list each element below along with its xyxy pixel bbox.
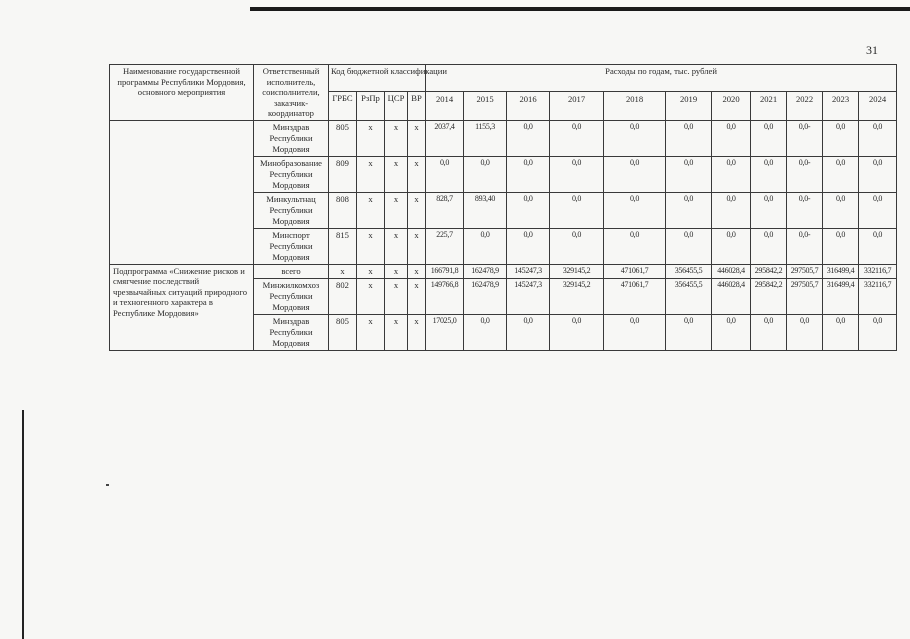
code-cell-rzpr: x [357, 120, 385, 156]
subprogram-name: Подпрограмма «Снижение рисков и смягчение последствий чрезвычайных ситуаций природного и техногенного характера в Республике Мордовия» [110, 264, 254, 350]
value-cell: 0,0- [787, 192, 823, 228]
header-code-0: ГРБС [329, 91, 357, 120]
header-code-2: ЦСР [385, 91, 408, 120]
header-year-1: 2015 [464, 91, 507, 120]
value-cell: 446028,4 [712, 278, 751, 314]
code-cell-vr: x [408, 314, 426, 350]
table-row [110, 264, 897, 278]
value-cell: 0,0 [666, 156, 712, 192]
value-cell: 295842,2 [751, 278, 787, 314]
value-cell: 0,0 [666, 120, 712, 156]
value-cell: 0,0 [712, 314, 751, 350]
header-year-3: 2017 [550, 91, 604, 120]
value-cell: 225,7 [426, 228, 464, 264]
code-cell-rzpr: x [357, 156, 385, 192]
code-cell-rzpr: x [357, 278, 385, 314]
header-year-9: 2023 [823, 91, 859, 120]
value-cell: 332116,7 [859, 278, 897, 314]
value-cell: 316499,4 [823, 264, 859, 278]
code-cell-rzpr: x [357, 228, 385, 264]
value-cell: 0,0 [464, 228, 507, 264]
code-cell-csr: x [385, 314, 408, 350]
value-cell: 0,0 [507, 192, 550, 228]
code-cell-csr: x [385, 156, 408, 192]
value-cell: 2037,4 [426, 120, 464, 156]
value-cell: 0,0 [666, 228, 712, 264]
code-cell-csr: x [385, 120, 408, 156]
value-cell: 0,0 [751, 314, 787, 350]
executor-cell: Минздрав Республики Мордовия [254, 314, 329, 350]
code-cell-csr: x [385, 264, 408, 278]
executor-cell: Минкультнац Республики Мордовия [254, 192, 329, 228]
value-cell: 0,0 [464, 156, 507, 192]
value-cell: 0,0 [859, 156, 897, 192]
code-cell-vr: x [408, 192, 426, 228]
value-cell: 149766,8 [426, 278, 464, 314]
header-name: Наименование государственной программы Республики Мордовия, основного мероприятия [110, 65, 254, 121]
value-cell: 0,0 [507, 120, 550, 156]
executor-cell: Минжилкомхоз Республики Мордовия [254, 278, 329, 314]
header-responsible: Ответственный исполнитель, соисполнители, заказчик-координатор [254, 65, 329, 121]
value-cell: 329145,2 [550, 264, 604, 278]
value-cell: 0,0 [751, 156, 787, 192]
value-cell: 329145,2 [550, 278, 604, 314]
code-cell-grbs: 805 [329, 120, 357, 156]
value-cell: 0,0 [823, 228, 859, 264]
value-cell: 0,0 [507, 156, 550, 192]
table-body [110, 120, 897, 350]
value-cell: 0,0 [550, 228, 604, 264]
value-cell: 145247,3 [507, 264, 550, 278]
value-cell: 471061,7 [604, 264, 666, 278]
value-cell: 145247,3 [507, 278, 550, 314]
header-year-2: 2016 [507, 91, 550, 120]
header-code-group: Код бюджетной классификации [329, 65, 426, 92]
value-cell: 0,0 [426, 156, 464, 192]
executor-cell: Минздрав Республики Мордовия [254, 120, 329, 156]
value-cell: 162478,9 [464, 278, 507, 314]
value-cell: 828,7 [426, 192, 464, 228]
value-cell: 297505,7 [787, 264, 823, 278]
value-cell: 162478,9 [464, 264, 507, 278]
value-cell: 0,0 [859, 314, 897, 350]
value-cell: 0,0 [666, 314, 712, 350]
header-year-5: 2019 [666, 91, 712, 120]
code-cell-grbs: 808 [329, 192, 357, 228]
budget-table [109, 64, 897, 351]
code-cell-grbs: x [329, 264, 357, 278]
value-cell: 0,0 [751, 228, 787, 264]
value-cell: 0,0 [712, 156, 751, 192]
code-cell-vr: x [408, 278, 426, 314]
value-cell: 1155,3 [464, 120, 507, 156]
value-cell: 0,0 [666, 192, 712, 228]
value-cell: 0,0 [550, 156, 604, 192]
value-cell: 0,0 [859, 120, 897, 156]
page-number: 31 [866, 43, 878, 57]
executor-cell: всего [254, 264, 329, 278]
header-year-4: 2018 [604, 91, 666, 120]
value-cell: 166791,8 [426, 264, 464, 278]
value-cell: 0,0 [751, 120, 787, 156]
code-cell-grbs: 809 [329, 156, 357, 192]
value-cell: 0,0 [604, 192, 666, 228]
value-cell: 0,0 [604, 228, 666, 264]
value-cell: 0,0 [712, 120, 751, 156]
header-expenses-group: Расходы по годам, тыс. рублей [426, 65, 897, 92]
value-cell: 0,0 [604, 314, 666, 350]
value-cell: 0,0 [823, 120, 859, 156]
value-cell: 0,0 [507, 314, 550, 350]
value-cell: 0,0 [550, 120, 604, 156]
value-cell: 0,0 [712, 228, 751, 264]
code-cell-csr: x [385, 228, 408, 264]
value-cell: 471061,7 [604, 278, 666, 314]
value-cell: 17025,0 [426, 314, 464, 350]
scan-top-border [250, 7, 910, 11]
code-cell-csr: x [385, 192, 408, 228]
value-cell: 0,0 [712, 192, 751, 228]
value-cell: 332116,7 [859, 264, 897, 278]
code-cell-vr: x [408, 264, 426, 278]
value-cell: 0,0 [859, 192, 897, 228]
value-cell: 0,0 [604, 120, 666, 156]
header-year-7: 2021 [751, 91, 787, 120]
value-cell: 0,0- [787, 120, 823, 156]
value-cell: 0,0 [550, 314, 604, 350]
code-cell-grbs: 802 [329, 278, 357, 314]
scan-speck [106, 484, 109, 486]
value-cell: 0,0 [464, 314, 507, 350]
header-year-10: 2024 [859, 91, 897, 120]
value-cell: 0,0 [859, 228, 897, 264]
code-cell-grbs: 815 [329, 228, 357, 264]
program-name-empty [110, 120, 254, 264]
value-cell: 0,0- [787, 228, 823, 264]
code-cell-rzpr: x [357, 264, 385, 278]
scan-left-border [22, 410, 24, 639]
code-cell-vr: x [408, 120, 426, 156]
value-cell: 0,0 [550, 192, 604, 228]
value-cell: 0,0 [823, 156, 859, 192]
code-cell-vr: x [408, 228, 426, 264]
value-cell: 295842,2 [751, 264, 787, 278]
code-cell-rzpr: x [357, 192, 385, 228]
header-code-3: ВР [408, 91, 426, 120]
code-cell-csr: x [385, 278, 408, 314]
code-cell-grbs: 805 [329, 314, 357, 350]
executor-cell: Минобразование Республики Мордовия [254, 156, 329, 192]
header-year-0: 2014 [426, 91, 464, 120]
table-row [110, 120, 897, 156]
value-cell: 0,0 [604, 156, 666, 192]
value-cell: 356455,5 [666, 264, 712, 278]
value-cell: 0,0 [751, 192, 787, 228]
executor-cell: Минспорт Республики Мордовия [254, 228, 329, 264]
value-cell: 356455,5 [666, 278, 712, 314]
code-cell-vr: x [408, 156, 426, 192]
header-year-8: 2022 [787, 91, 823, 120]
code-cell-rzpr: x [357, 314, 385, 350]
value-cell: 0,0 [823, 192, 859, 228]
value-cell: 316499,4 [823, 278, 859, 314]
value-cell: 297505,7 [787, 278, 823, 314]
value-cell: 0,0 [507, 228, 550, 264]
header-row-1 [110, 65, 897, 92]
header-code-1: РзПр [357, 91, 385, 120]
value-cell: 0,0 [823, 314, 859, 350]
header-year-6: 2020 [712, 91, 751, 120]
value-cell: 893,40 [464, 192, 507, 228]
value-cell: 446028,4 [712, 264, 751, 278]
value-cell: 0,0- [787, 156, 823, 192]
value-cell: 0,0 [787, 314, 823, 350]
